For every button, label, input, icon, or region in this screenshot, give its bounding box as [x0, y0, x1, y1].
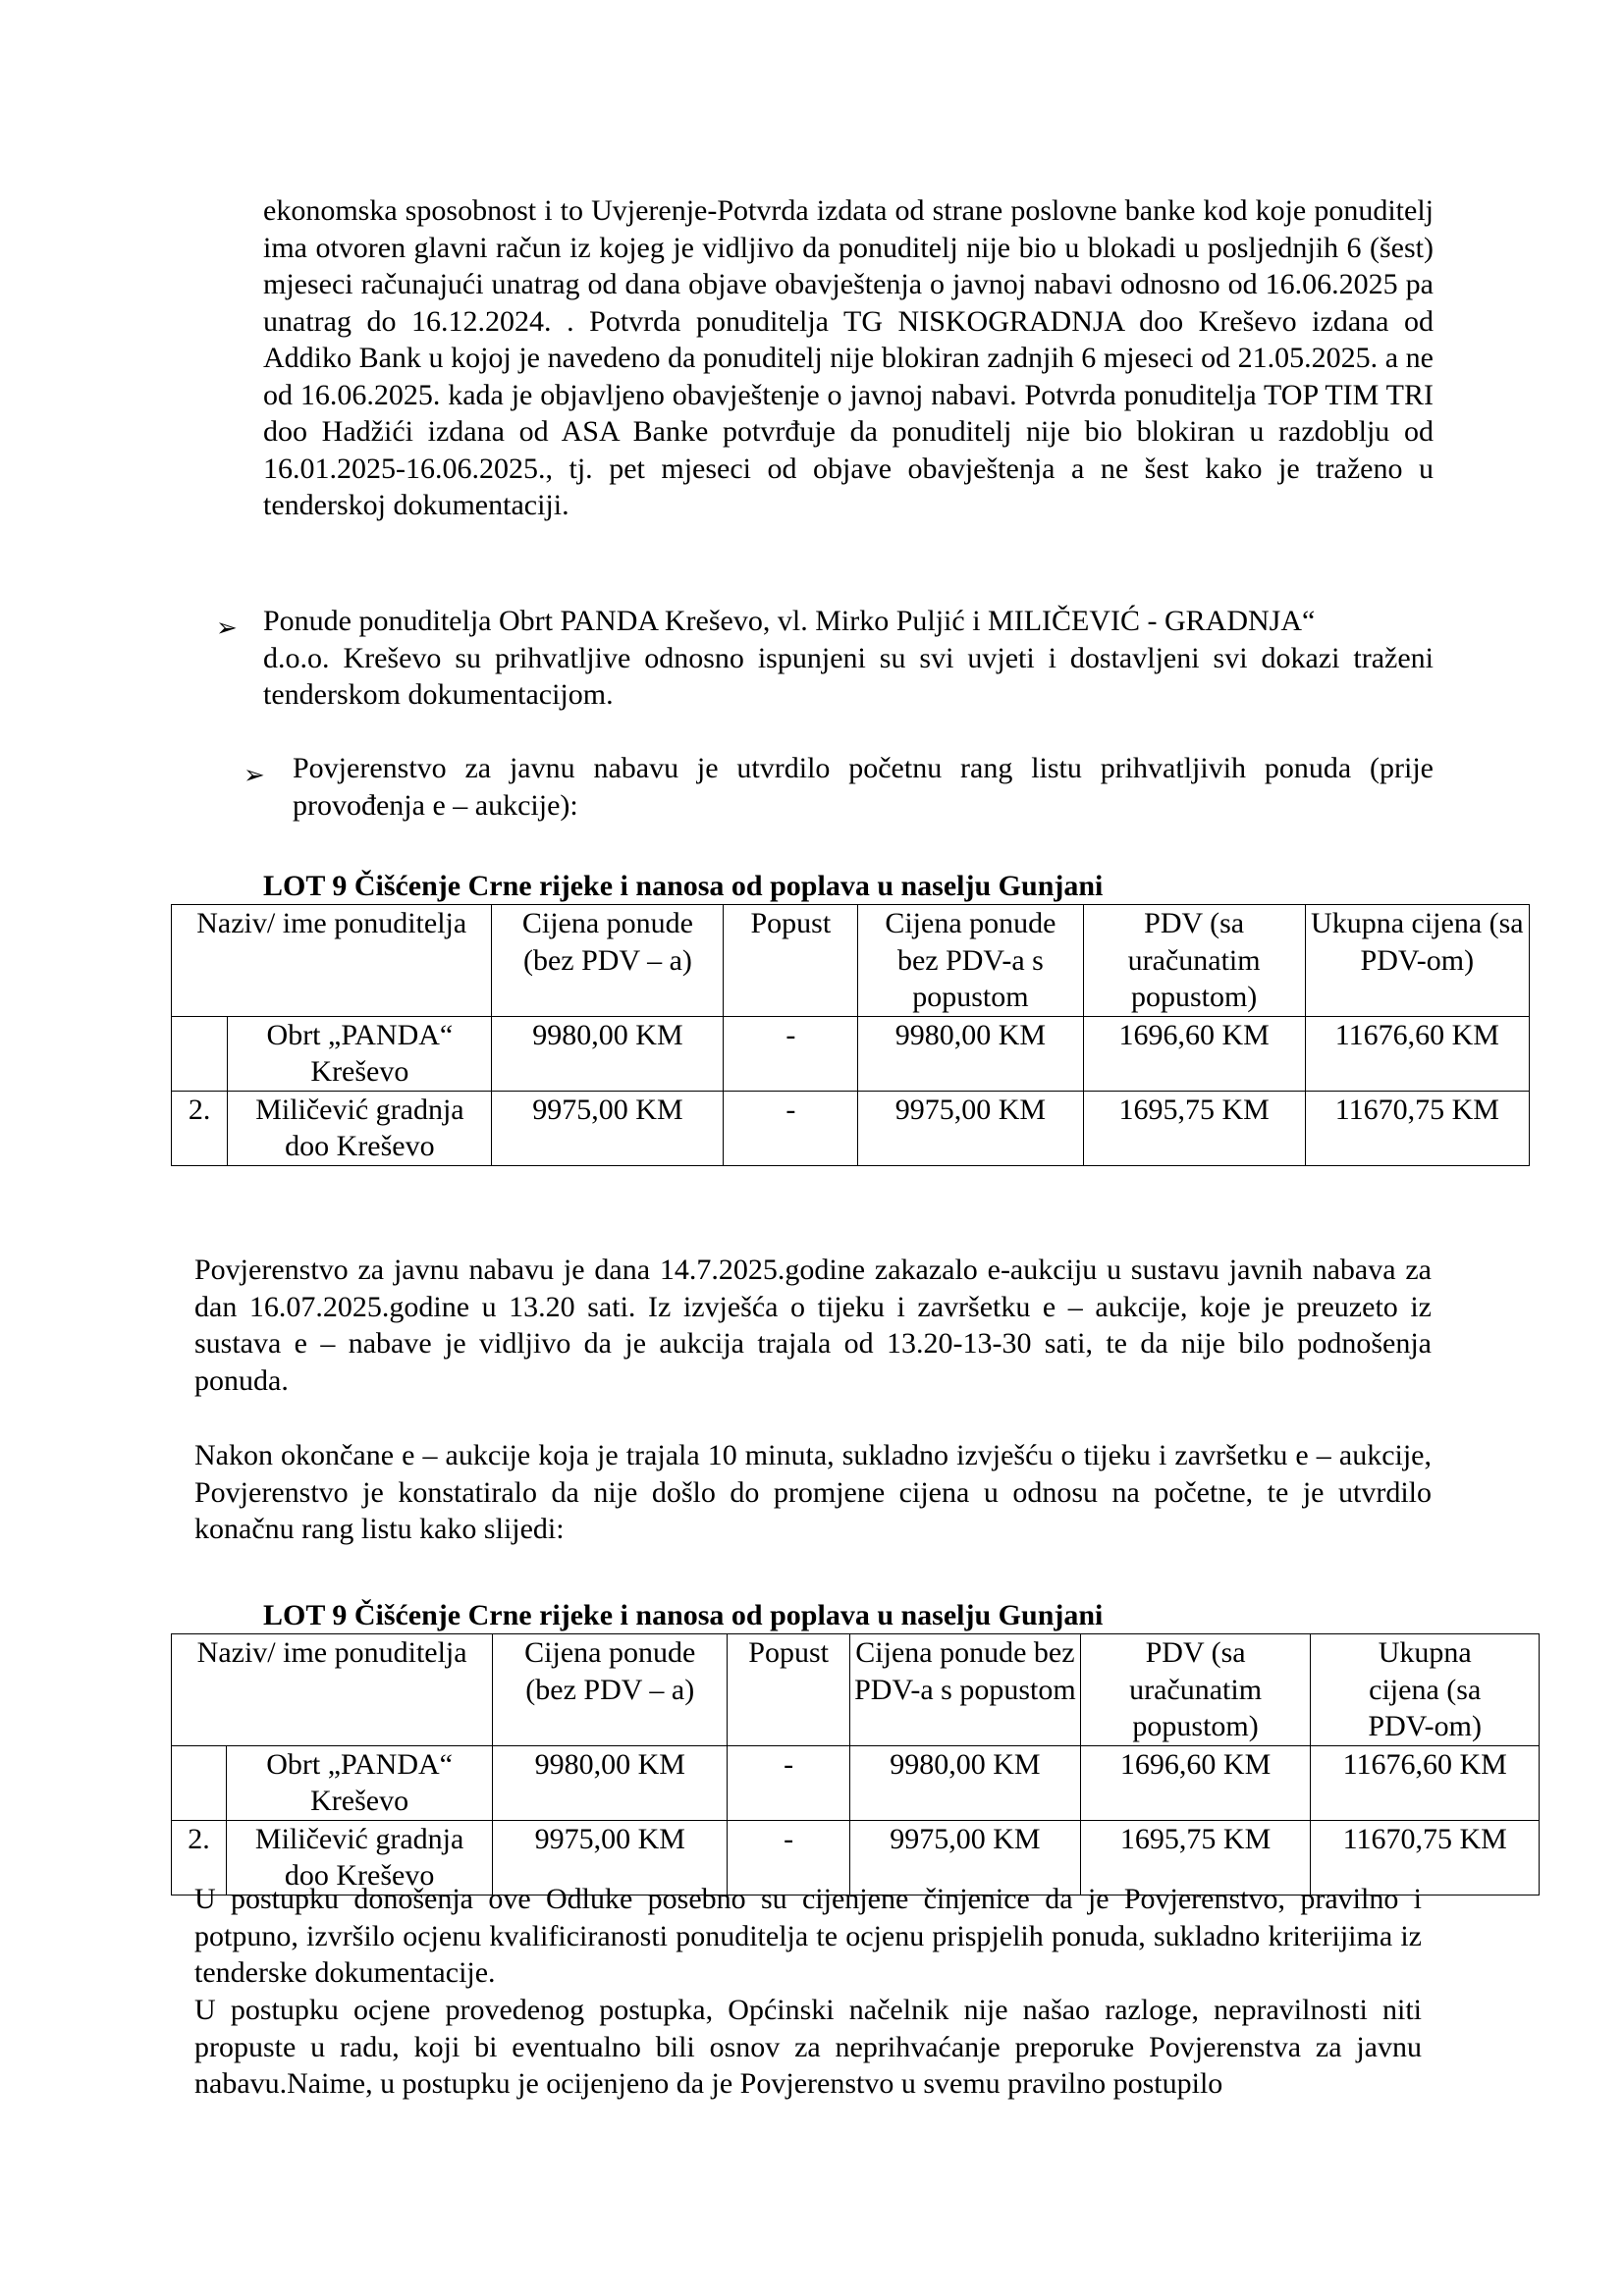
total: 11670,75 KM	[1311, 1820, 1540, 1895]
lot-title: LOT 9 Čišćenje Crne rijeke i nanosa od poplava u naselju Gunjani	[263, 870, 1104, 902]
header-vat: PDV (sa uračunatim popustom)	[1083, 905, 1305, 1017]
table-header-row	[172, 1634, 1540, 1746]
vat: 1696,60 KM	[1080, 1745, 1311, 1820]
bidder-name: Obrt „PANDA“ Kreševo	[226, 1745, 492, 1820]
header-discount: Popust	[728, 1634, 850, 1746]
initial-ranking-table	[171, 904, 1530, 1166]
table-row	[172, 1091, 1530, 1165]
header-bidder-name: Naziv/ ime ponuditelja	[172, 905, 492, 1017]
price-discounted: 9975,00 KM	[850, 1820, 1081, 1895]
header-price-discounted: Cijena ponude bez PDV-a s popustom	[850, 1634, 1081, 1746]
row-number: 2.	[172, 1820, 227, 1895]
header-total: Ukupna cijena (sa PDV-om)	[1311, 1634, 1540, 1746]
discount: -	[728, 1745, 850, 1820]
bullet-arrow-icon: ➢	[216, 614, 238, 642]
header-discount: Popust	[724, 905, 858, 1017]
header-total: Ukupna cijena (sa PDV-om)	[1305, 905, 1529, 1017]
table-row	[172, 1745, 1540, 1820]
price-discounted: 9980,00 KM	[850, 1745, 1081, 1820]
price: 9980,00 KM	[493, 1745, 728, 1820]
price: 9975,00 KM	[492, 1091, 724, 1165]
discount: -	[728, 1820, 850, 1895]
price-discounted: 9975,00 KM	[858, 1091, 1083, 1165]
header-bidder-name: Naziv/ ime ponuditelja	[172, 1634, 493, 1746]
row-number	[172, 1016, 228, 1091]
vat: 1695,75 KM	[1080, 1820, 1311, 1895]
paragraph-acceptable-bids	[263, 603, 1434, 714]
bidder-name: Miličević gradnja doo Kreševo	[228, 1091, 492, 1165]
bidder-name: Miličević gradnja doo Kreševo	[226, 1820, 492, 1895]
paragraph-decision-facts: U postupku donošenja ove Odluke posebno su cijenjene činjenice da je Povjerenstvo, pravilno i potpuno, izvršilo ocjenu kvalificiranosti ponuditelja te ocjenu prispjelih ponuda, sukladno kriterijima iz tenderske dokumentacije.	[194, 1883, 1422, 1989]
bidder-name: Obrt „PANDA“ Kreševo	[228, 1016, 492, 1091]
table-row	[172, 1016, 1530, 1091]
header-price: Cijena ponude (bez PDV – a)	[493, 1634, 728, 1746]
vat: 1695,75 KM	[1083, 1091, 1305, 1165]
total: 11676,60 KM	[1305, 1016, 1529, 1091]
table-header-row	[172, 905, 1530, 1017]
header-vat: PDV (sa uračunatim popustom)	[1080, 1634, 1311, 1746]
row-number: 2.	[172, 1091, 228, 1165]
paragraph-initial-ranking: Povjerenstvo za javnu nabavu je utvrdilo početnu rang listu prihvatljivih ponuda (prije provođenja e – aukcije):	[293, 752, 1434, 822]
paragraph-bank-certificates: ekonomska sposobnost i to Uvjerenje-Potvrda izdata od strane poslovne banke kod koje ponuditelj ima otvoren glavni račun iz kojeg je vidljivo da ponuditelj nije bio u blokadi u posljednjih 6 (šest) mjeseci računajući unatrag od dana objave obavještenja o javnoj nabavi odnosno od 16.06.2025 pa unatrag do 16.12.2024. . Potvrda ponuditelja TG NISKOGRADNJA doo Kreševo izdana od Addiko Bank u kojoj je navedeno da ponuditelj nije blokiran zadnjih 6 mjeseci od 21.05.2025. a ne od 16.06.2025. kada je objavljeno obavještenje o javnoj nabavi. Potvrda ponuditelja TOP TIM TRI doo Hadžići izdana od ASA Banke potvrđuje da ponuditelj nije bio blokiran u razdoblju od 16.01.2025-16.06.2025., tj. pet mjeseci od objave obavještenja a ne šest kako je traženo u tenderskoj dokumentaciji.	[263, 194, 1434, 521]
total: 11670,75 KM	[1305, 1091, 1529, 1165]
total: 11676,60 KM	[1311, 1745, 1540, 1820]
lot-title: LOT 9 Čišćenje Crne rijeke i nanosa od poplava u naselju Gunjani	[263, 1599, 1104, 1631]
price: 9980,00 KM	[492, 1016, 724, 1091]
header-price: Cijena ponude (bez PDV – a)	[492, 905, 724, 1017]
discount: -	[724, 1091, 858, 1165]
price-discounted: 9980,00 KM	[858, 1016, 1083, 1091]
vat: 1696,60 KM	[1083, 1016, 1305, 1091]
paragraph-mayor-review: U postupku ocjene provedenog postupka, Općinski načelnik nije našao razloge, nepravilnosti niti propuste u radu, koji bi eventualno bili osnov za neprihvaćanje preporuke Povjerenstva za javnu nabavu.Naime, u postupku je ocijenjeno da je Povjerenstvo u svemu pravilno postupilo	[194, 1994, 1422, 2100]
row-number	[172, 1745, 227, 1820]
price: 9975,00 KM	[493, 1820, 728, 1895]
bullet-arrow-icon: ➢	[244, 761, 265, 789]
discount: -	[724, 1016, 858, 1091]
acceptable-bids-line1: Ponude ponuditelja Obrt PANDA Kreševo, vl. Mirko Puljić i MILIČEVIĆ - GRADNJA“	[263, 605, 1316, 637]
header-price-discounted: Cijena ponude bez PDV-a s popustom	[858, 905, 1083, 1017]
paragraph-e-auction: Povjerenstvo za javnu nabavu je dana 14.7.2025.godine zakazalo e-aukciju u sustavu javnih nabava za dan 16.07.2025.godine u 13.20 sati. Iz izvješća o tijeku i završetku e – aukcije, koje je preuzeto iz sustava e – nabave je vidljivo da je aukcija trajala od 13.20-13-30 sati, te da nije bilo podnošenja ponuda.	[194, 1254, 1432, 1397]
acceptable-bids-rest: d.o.o. Kreševo su prihvatljive odnosno ispunjeni su svi uvjeti i dostavljeni svi dokazi traženi tenderskom dokumentacijom.	[263, 641, 1434, 711]
paragraph-final-ranking-intro: Nakon okončane e – aukcije koja je trajala 10 minuta, sukladno izvješću o tijeku i završetku e – aukcije, Povjerenstvo je konstatiralo da nije došlo do promjene cijena u odnosu na početne, te je utvrdilo konačnu rang listu kako slijedi:	[194, 1439, 1432, 1545]
final-ranking-table	[171, 1633, 1540, 1896]
